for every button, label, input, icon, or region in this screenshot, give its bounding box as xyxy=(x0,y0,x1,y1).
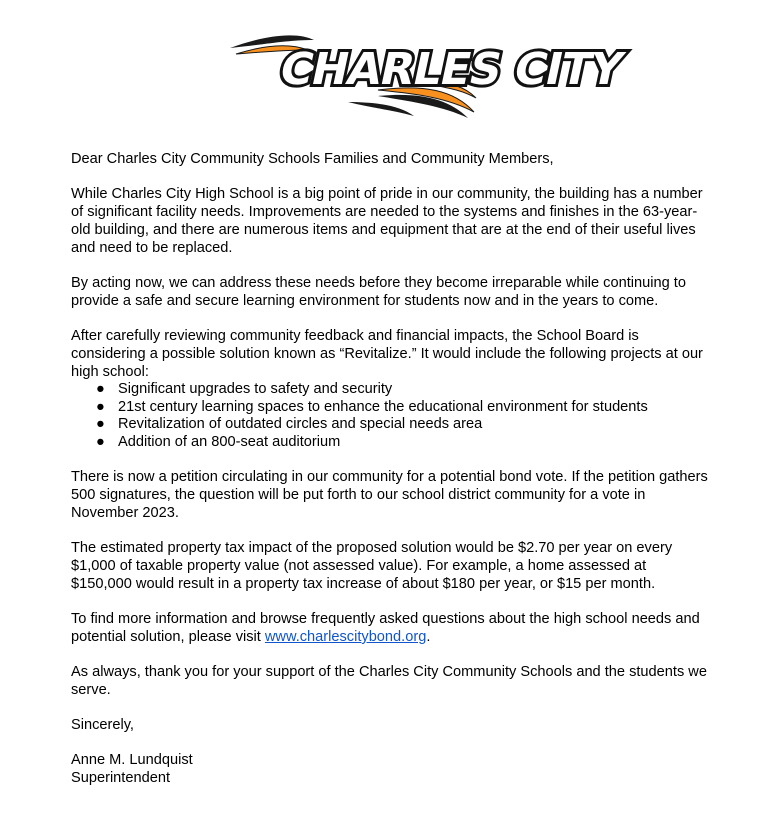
signer-title: Superintendent xyxy=(71,770,170,786)
list-item: ● Addition of an 800-seat auditorium xyxy=(96,433,341,450)
paragraph-facility-needs: While Charles City High School is a big point of pride in our community, the building has a number of significant facility needs. Improvements are needed to the systems and finishes in the 63-year-old building, and there are numerous items and equipment that are at the end of their useful lives and need to be replaced. xyxy=(71,186,703,256)
paragraph-thanks: As always, thank you for your support of the Charles City Community Schools and the students we serve. xyxy=(71,664,707,698)
list-item: ● Significant upgrades to safety and security xyxy=(96,381,393,397)
bullet-icon: ● xyxy=(96,381,105,397)
signer-name: Anne M. Lundquist xyxy=(71,752,193,768)
paragraph-tax-impact: The estimated property tax impact of the proposed solution would be $2.70 per year on every $1,000 of taxable property value (not assessed value). For example, a home assessed at $150,000 would result in a property tax increase of about $180 per year, or $15 per month. xyxy=(71,540,673,592)
letter-body xyxy=(71,150,711,804)
closing: Sincerely, xyxy=(71,717,134,733)
bullet-icon: ● xyxy=(96,433,105,450)
project-list xyxy=(71,381,711,451)
logo-graphic xyxy=(228,26,627,120)
salutation: Dear Charles City Community Schools Families and Community Members, xyxy=(71,151,554,167)
logo-wordmark: CHARLES CITY xyxy=(275,44,627,95)
bullet-icon: ● xyxy=(96,398,105,415)
paragraph-acting-now: By acting now, we can address these needs before they become irreparable while continuing to provide a safe and secure learning environment for students now and in the years to come. xyxy=(71,275,686,309)
list-item: ● 21st century learning spaces to enhance the educational environment for students xyxy=(96,398,648,415)
paragraph-petition: There is now a petition circulating in our community for a potential bond vote. If the petition gathers 500 signatures, the question will be put forth to our school district community for a vote in November 2023. xyxy=(71,469,708,521)
bullet-icon: ● xyxy=(96,416,105,432)
paragraph-more-info: To find more information and browse frequently asked questions about the high school needs and potential solution, please visit www.charlescitybond.org. xyxy=(71,611,700,645)
list-item: ● Revitalization of outdated circles and special needs area xyxy=(96,416,483,432)
charles-city-logo xyxy=(228,26,627,120)
website-link[interactable]: www.charlescitybond.org xyxy=(264,629,427,645)
paragraph-revitalize: After carefully reviewing community feedback and financial impacts, the School Board is considering a possible solution known as “Revitalize.” It would include the following projects at our high school: xyxy=(71,328,703,380)
signature-block xyxy=(71,751,711,787)
